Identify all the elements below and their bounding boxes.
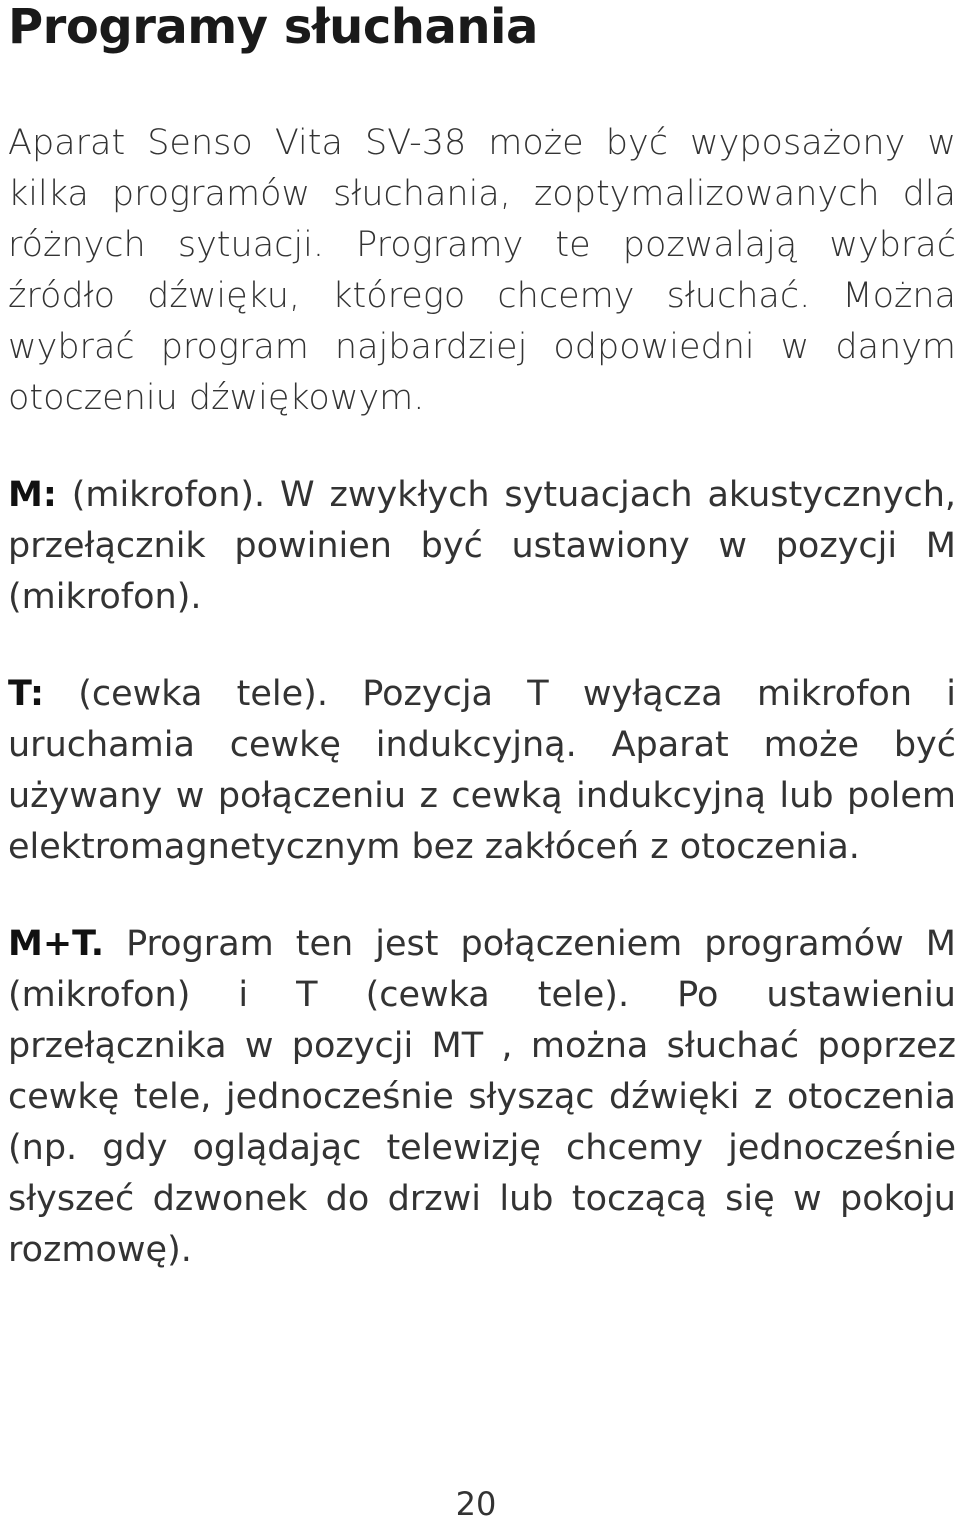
section-telecoil	[8, 669, 956, 873]
section-microphone	[8, 470, 956, 623]
manual-page	[8, 0, 956, 1525]
page-title: Programy słuchania	[8, 0, 538, 55]
section-mic-telecoil-text: Program ten jest połączeniem programów M (mikrofon) i T (cewka tele). Po ustawieniu przełącznika w pozycji MT , można słuchać poprzez cewkę tele, jednocześnie słysząc dźwięki z otoczenia (np. gdy oglądając telewizję chcemy jednocześnie słyszeć dzwonek do drzwi lub toczącą się w pokoju rozmowę).	[8, 924, 956, 1270]
section-microphone-text: (mikrofon). W zwykłych sytuacjach akustycznych, przełącznik powinien być ustawiony w pozycji M (mikrofon).	[8, 475, 956, 617]
section-mic-telecoil-label: M+T.	[8, 924, 105, 964]
section-microphone-label: M:	[8, 475, 57, 515]
section-telecoil-text: (cewka tele). Pozycja T wyłącza mikrofon i uruchamia cewkę indukcyjną. Aparat może być używany w połączeniu z cewką indukcyjną lub polem elektromagnetycznym bez zakłóceń z otoczenia.	[8, 674, 956, 867]
page-number: 20	[455, 1485, 497, 1523]
section-mic-telecoil	[8, 919, 956, 1276]
section-telecoil-label: T:	[8, 674, 44, 714]
intro-paragraph: Aparat Senso Vita SV-38 może być wyposażony w kilka programów słuchania, zoptymalizowanych dla różnych sytuacji. Programy te pozwalają wybrać źródło dźwięku, którego chcemy słuchać. Można wybrać program najbardziej odpowiedni w danym otoczeniu dźwiękowym.	[8, 123, 956, 418]
